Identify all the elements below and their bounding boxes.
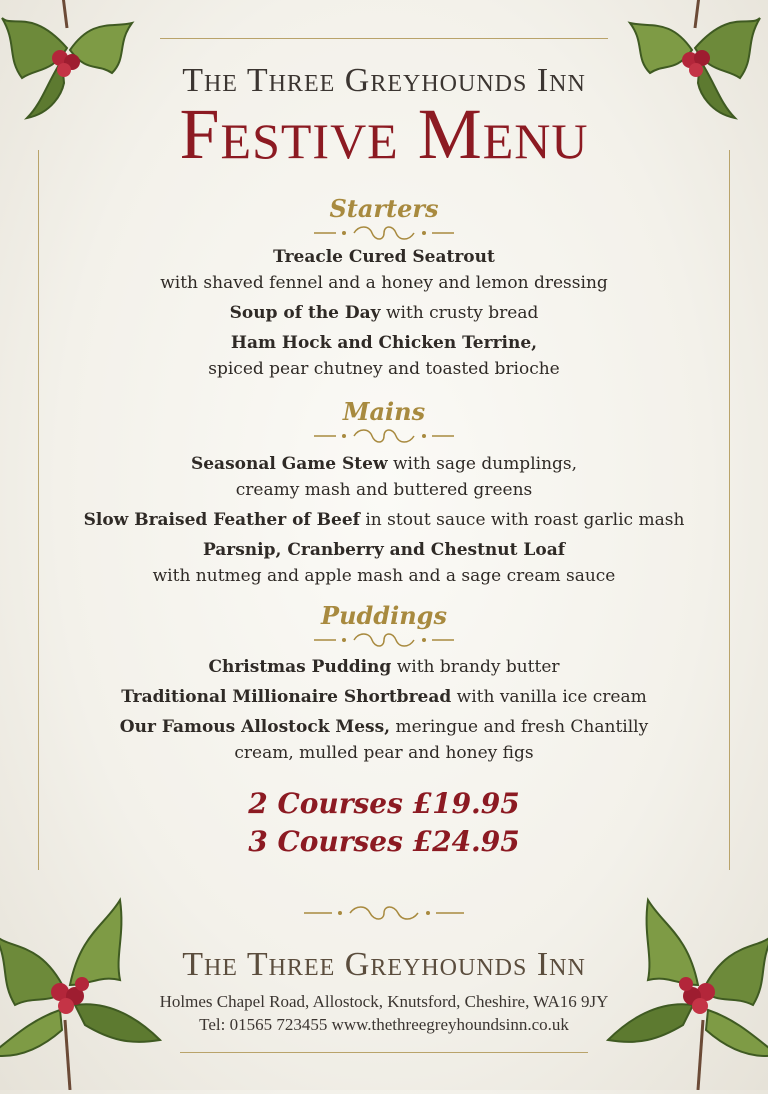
item-desc: meringue and fresh Chantilly xyxy=(390,717,649,737)
menu-item-desc: creamy mash and buttered greens xyxy=(235,480,533,500)
menu-title: Festive Menu xyxy=(179,94,589,174)
menu-item xyxy=(0,330,768,356)
menu-item-desc: spiced pear chutney and toasted brioche xyxy=(208,359,560,379)
menu-item-desc: with nutmeg and apple mash and a sage cream sauce xyxy=(152,566,616,586)
menu-item xyxy=(0,300,768,326)
item-desc: with sage dumplings, xyxy=(387,454,578,474)
item-desc: with brandy butter xyxy=(391,657,560,677)
puddings-section xyxy=(0,601,768,648)
mains-items xyxy=(0,451,768,589)
flourish-icon xyxy=(314,225,454,241)
menu-item xyxy=(0,507,768,533)
mains-section xyxy=(0,397,768,444)
price-two-courses: 2 Courses £19.95 xyxy=(248,787,520,820)
section-heading: Puddings xyxy=(321,601,447,630)
footer-address: Holmes Chapel Road, Allostock, Knutsford, Cheshire, WA16 9JY xyxy=(159,992,609,1011)
puddings-items xyxy=(0,654,768,766)
menu-item xyxy=(0,537,768,563)
item-name: Ham Hock and Chicken Terrine, xyxy=(230,333,538,353)
frame-top-line xyxy=(160,38,608,39)
item-name: Christmas Pudding xyxy=(208,657,392,677)
item-desc: in stout sauce with roast garlic mash xyxy=(359,510,685,530)
section-heading: Starters xyxy=(329,194,439,223)
item-desc: with crusty bread xyxy=(380,303,539,323)
prices xyxy=(0,785,768,861)
footer-inn-name: The Three Greyhounds Inn xyxy=(182,946,586,983)
menu-item xyxy=(0,684,768,710)
frame-bottom-line xyxy=(180,1052,588,1053)
item-name: Soup of the Day xyxy=(229,303,381,323)
flourish-icon xyxy=(314,428,454,444)
footer-flourish xyxy=(0,903,768,921)
footer-details xyxy=(0,990,768,1036)
item-name: Treacle Cured Seatrout xyxy=(273,247,495,267)
footer-contact: Tel: 01565 723455 www.thethreegreyhoundsinn.co.uk xyxy=(199,1015,569,1034)
item-name: Our Famous Allostock Mess, xyxy=(119,717,391,737)
flourish-icon xyxy=(314,632,454,648)
flourish-icon xyxy=(304,905,464,921)
item-desc: with vanilla ice cream xyxy=(451,687,647,707)
menu-item-desc: with shaved fennel and a honey and lemon dressing xyxy=(160,273,608,293)
starters-section xyxy=(0,194,768,241)
menu-item xyxy=(0,714,768,740)
menu-item xyxy=(0,451,768,477)
starters-items xyxy=(0,244,768,382)
item-name: Seasonal Game Stew xyxy=(190,454,388,474)
menu-item-desc: cream, mulled pear and honey figs xyxy=(234,743,534,763)
item-name: Traditional Millionaire Shortbread xyxy=(121,687,452,707)
price-three-courses: 3 Courses £24.95 xyxy=(248,825,520,858)
item-name: Parsnip, Cranberry and Chestnut Loaf xyxy=(202,540,566,560)
item-name: Slow Braised Feather of Beef xyxy=(83,510,360,530)
menu-item xyxy=(0,654,768,680)
section-heading: Mains xyxy=(342,397,426,426)
menu-item xyxy=(0,244,768,270)
inn-name-title: The Three Greyhounds Inn xyxy=(182,62,586,99)
